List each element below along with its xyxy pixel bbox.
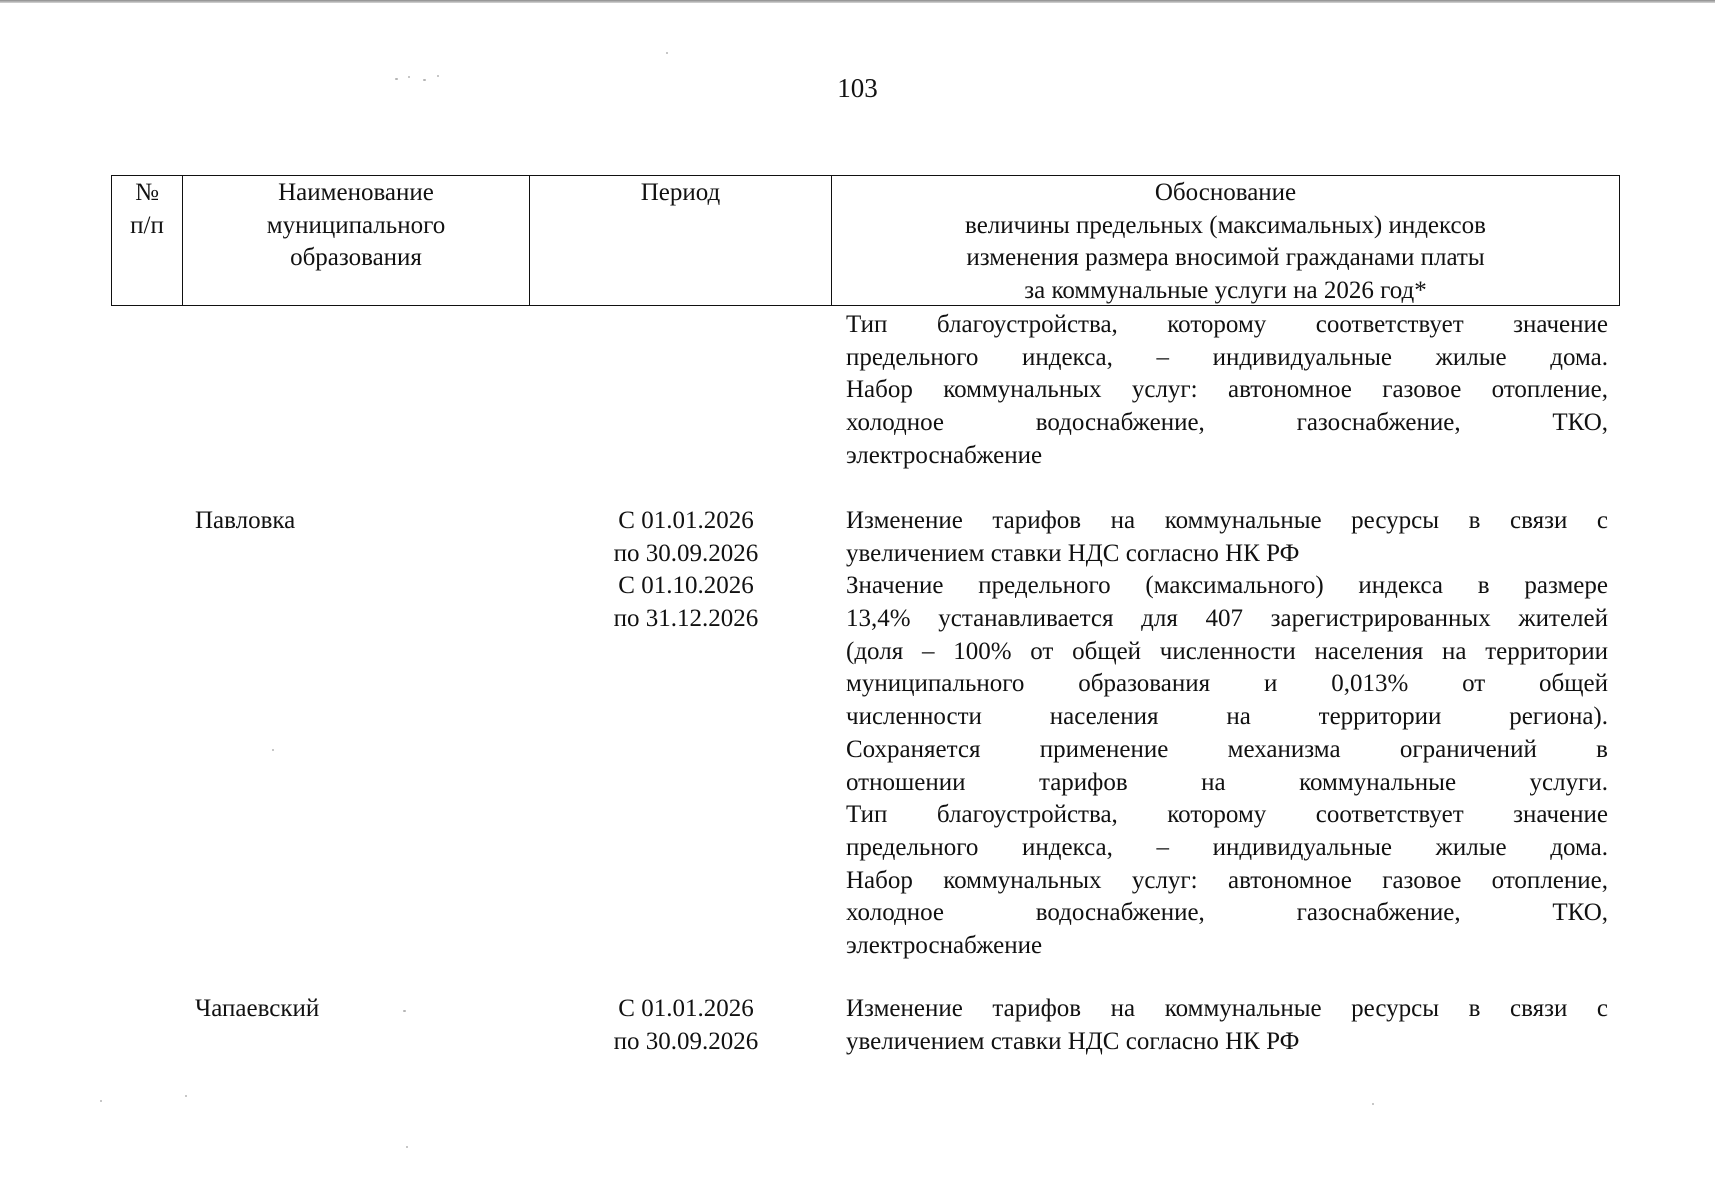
scan-top-edge [0,0,1715,3]
scan-speck [272,749,274,751]
scan-speck [185,1095,187,1097]
scan-speck [395,78,398,80]
text-line: 13,4% устанавливается для 407 зарегистрированных жителей [846,605,1608,633]
text-line: предельного индекса, – индивидуальные жилые дома. [846,833,1608,861]
header-text-line: № [135,179,159,206]
period-line: по 30.09.2026 [613,539,759,567]
header-text-line: образования [290,244,422,271]
text-line: Набор коммунальных услуг: автономное газовое отопление, [846,866,1608,894]
basis-cell [846,505,1608,963]
header-col-municipality [183,176,530,305]
header-text-line: Период [640,179,721,206]
text-line: Сохраняется применение механизма ограничений в [846,735,1608,763]
text-line: холодное водоснабжение, газоснабжение, ТКО, [846,899,1608,927]
period-line: С 01.01.2026 [618,995,754,1022]
header-text-line: Обоснование [1154,179,1297,206]
scan-speck [1372,1103,1374,1105]
header-col-period [530,176,832,305]
continuation-basis-text [846,309,1608,472]
period-cell [566,993,806,1058]
header-text-line: п/п [130,211,164,239]
period-cell [566,505,806,636]
period-line: С 01.01.2026 [618,507,754,534]
scan-speck [437,75,439,77]
scan-speck [406,1146,408,1148]
scan-speck [100,1100,102,1102]
scan-speck [408,76,410,78]
page-number: 103 [837,73,878,103]
basis-cell [846,993,1608,1058]
municipality-name: Павловка [195,507,296,534]
text-line: Изменение тарифов на коммунальные ресурсы в связи с [846,995,1608,1022]
period-line: С 01.10.2026 [618,572,754,600]
text-line: Значение предельного (максимального) индекса в размере [846,572,1608,600]
text-line: Тип благоустройства, которому соответствует значение [846,311,1608,338]
text-line: (доля – 100% от общей численности населения на территории [846,637,1608,665]
text-line: Изменение тарифов на коммунальные ресурсы в связи с [846,507,1608,534]
text-line: электроснабжение [846,931,1043,959]
scan-speck [423,79,426,81]
text-line: муниципального образования и 0,013% от общей [846,670,1608,698]
period-line: по 30.09.2026 [613,1027,759,1055]
scan-speck [666,52,668,54]
text-line: электроснабжение [846,441,1043,469]
text-line: Тип благоустройства, которому соответствует значение [846,801,1608,829]
text-line: увеличением ставки НДС согласно НК РФ [846,539,1300,567]
text-line: численности населения на территории региона). [846,703,1608,731]
text-line: отношении тарифов на коммунальные услуги. [846,768,1608,796]
scan-speck [403,1010,406,1012]
text-line: увеличением ставки НДС согласно НК РФ [846,1027,1300,1055]
text-line: холодное водоснабжение, газоснабжение, ТКО, [846,409,1608,437]
municipality-name: Чапаевский [195,995,320,1022]
text-line: Набор коммунальных услуг: автономное газовое отопление, [846,376,1608,404]
header-text-line: изменения размера вносимой гражданами платы [966,244,1485,271]
header-text-line: величины предельных (максимальных) индексов [965,211,1486,239]
period-line: по 31.12.2026 [613,605,759,633]
header-text-line: за коммунальные услуги на 2026 год* [1024,276,1427,304]
header-col-number [112,176,183,305]
text-line: предельного индекса, – индивидуальные жилые дома. [846,343,1608,371]
header-text-line: Наименование [278,179,434,206]
header-text-line: муниципального [266,211,446,239]
table-header [111,175,1620,306]
header-col-basis [832,176,1619,305]
